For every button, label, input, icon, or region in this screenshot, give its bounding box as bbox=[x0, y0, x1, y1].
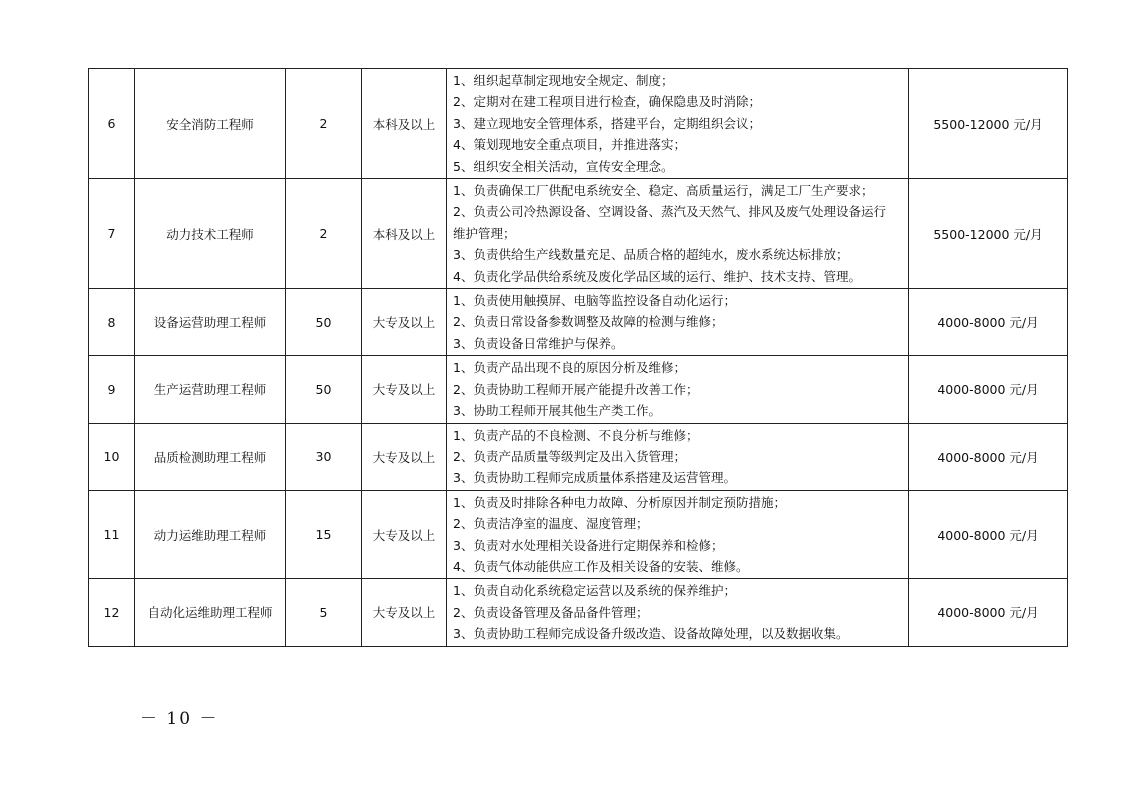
recruitment-table-container bbox=[88, 68, 1067, 647]
duty-line: 3、协助工程师开展其他生产类工作。 bbox=[453, 403, 661, 419]
duty-line: 3、负责供给生产线数量充足、品质合格的超纯水，废水系统达标排放； bbox=[453, 247, 849, 263]
row-number-cell: 8 bbox=[89, 289, 135, 356]
duties-cell bbox=[447, 490, 909, 579]
salary-cell: 4000-8000 元/月 bbox=[909, 423, 1068, 490]
duty-line: 1、负责确保工厂供配电系统安全、稳定、高质量运行，满足工厂生产要求； bbox=[453, 183, 874, 199]
headcount-cell: 2 bbox=[286, 179, 362, 289]
duty-line: 3、负责对水处理相关设备进行定期保养和检修； bbox=[453, 537, 724, 553]
table-row bbox=[89, 69, 1068, 179]
row-number-cell: 9 bbox=[89, 356, 135, 423]
duties-cell bbox=[447, 423, 909, 490]
headcount-cell: 50 bbox=[286, 289, 362, 356]
row-number-cell: 12 bbox=[89, 579, 135, 646]
headcount-cell: 15 bbox=[286, 490, 362, 579]
duty-line: 1、负责使用触摸屏、电脑等监控设备自动化运行； bbox=[453, 293, 736, 309]
page-number: － 10 － bbox=[140, 709, 219, 729]
education-cell: 大专及以上 bbox=[362, 490, 447, 579]
duties-cell bbox=[447, 289, 909, 356]
table-row bbox=[89, 490, 1068, 579]
row-number-cell: 6 bbox=[89, 69, 135, 179]
position-name-cell: 自动化运维助理工程师 bbox=[135, 579, 286, 646]
recruitment-table bbox=[88, 68, 1068, 647]
table-row bbox=[89, 179, 1068, 289]
duty-line: 2、负责产品质量等级判定及出入货管理； bbox=[453, 448, 686, 464]
table-row bbox=[89, 579, 1068, 646]
education-cell: 大专及以上 bbox=[362, 289, 447, 356]
headcount-cell: 50 bbox=[286, 356, 362, 423]
education-cell: 大专及以上 bbox=[362, 579, 447, 646]
duty-line: 4、策划现地安全重点项目，并推进落实； bbox=[453, 137, 686, 153]
duties-cell bbox=[447, 356, 909, 423]
duty-line: 1、负责产品出现不良的原因分析及维修； bbox=[453, 360, 686, 376]
row-number-cell: 7 bbox=[89, 179, 135, 289]
table-row bbox=[89, 356, 1068, 423]
education-cell: 本科及以上 bbox=[362, 179, 447, 289]
duty-line: 2、负责公司冷热源设备、空调设备、蒸汽及天然气、排风及废气处理设备运行 bbox=[453, 204, 886, 220]
duties-cell bbox=[447, 579, 909, 646]
table-body bbox=[89, 69, 1068, 647]
salary-cell: 4000-8000 元/月 bbox=[909, 579, 1068, 646]
duty-line: 3、负责协助工程师完成设备升级改造、设备故障处理，以及数据收集。 bbox=[453, 626, 849, 642]
position-name-cell: 生产运营助理工程师 bbox=[135, 356, 286, 423]
education-cell: 大专及以上 bbox=[362, 356, 447, 423]
duty-line: 4、负责化学品供给系统及废化学品区域的运行、维护、技术支持、管理。 bbox=[453, 268, 861, 284]
education-cell: 本科及以上 bbox=[362, 69, 447, 179]
headcount-cell: 5 bbox=[286, 579, 362, 646]
position-name-cell: 动力运维助理工程师 bbox=[135, 490, 286, 579]
headcount-cell: 2 bbox=[286, 69, 362, 179]
duties-cell bbox=[447, 179, 909, 289]
duty-line: 2、负责设备管理及备品备件管理； bbox=[453, 604, 649, 620]
salary-cell: 4000-8000 元/月 bbox=[909, 490, 1068, 579]
duty-line: 1、负责产品的不良检测、不良分析与维修； bbox=[453, 427, 699, 443]
salary-cell: 4000-8000 元/月 bbox=[909, 289, 1068, 356]
salary-cell: 5500-12000 元/月 bbox=[909, 69, 1068, 179]
duty-line: 维护管理； bbox=[453, 225, 516, 241]
row-number-cell: 11 bbox=[89, 490, 135, 579]
salary-cell: 5500-12000 元/月 bbox=[909, 179, 1068, 289]
duty-line: 3、建立现地安全管理体系，搭建平台，定期组织会议； bbox=[453, 115, 761, 131]
position-name-cell: 品质检测助理工程师 bbox=[135, 423, 286, 490]
duty-line: 2、负责协助工程师开展产能提升改善工作； bbox=[453, 381, 699, 397]
education-cell: 大专及以上 bbox=[362, 423, 447, 490]
duty-line: 1、负责及时排除各种电力故障、分析原因并制定预防措施； bbox=[453, 494, 786, 510]
duty-line: 2、负责洁净室的温度、湿度管理； bbox=[453, 516, 649, 532]
duty-line: 3、负责协助工程师完成质量体系搭建及运营管理。 bbox=[453, 470, 736, 486]
duty-line: 2、负责日常设备参数调整及故障的检测与维修； bbox=[453, 314, 724, 330]
position-name-cell: 安全消防工程师 bbox=[135, 69, 286, 179]
position-name-cell: 动力技术工程师 bbox=[135, 179, 286, 289]
duty-line: 3、负责设备日常维护与保养。 bbox=[453, 335, 624, 351]
duty-line: 1、负责自动化系统稳定运营以及系统的保养维护； bbox=[453, 583, 736, 599]
headcount-cell: 30 bbox=[286, 423, 362, 490]
duty-line: 2、定期对在建工程项目进行检查，确保隐患及时消除； bbox=[453, 94, 761, 110]
table-row bbox=[89, 289, 1068, 356]
row-number-cell: 10 bbox=[89, 423, 135, 490]
duty-line: 1、组织起草制定现地安全规定、制度； bbox=[453, 73, 674, 88]
duties-cell bbox=[447, 69, 909, 179]
position-name-cell: 设备运营助理工程师 bbox=[135, 289, 286, 356]
table-row bbox=[89, 423, 1068, 490]
duty-line: 5、组织安全相关活动，宣传安全理念。 bbox=[453, 158, 674, 174]
salary-cell: 4000-8000 元/月 bbox=[909, 356, 1068, 423]
duty-line: 4、负责气体动能供应工作及相关设备的安装、维修。 bbox=[453, 558, 749, 574]
